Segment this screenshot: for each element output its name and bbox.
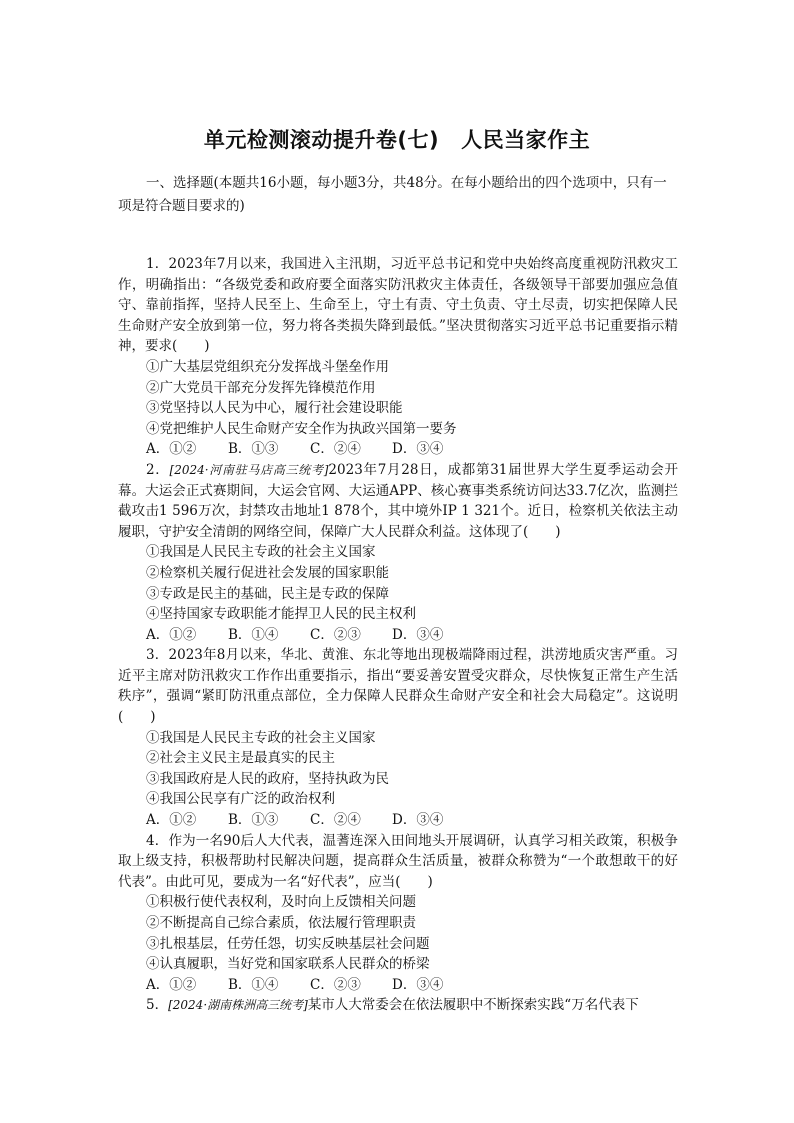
option-2: ②检察机关履行促进社会发展的国家职能 <box>146 564 389 581</box>
choice-a: A．①② <box>146 441 197 458</box>
choice-d: D．③④ <box>392 812 444 829</box>
question-text: 某市人大常委会在依法履职中不断探索实践“万名代表下 <box>307 997 639 1014</box>
option-1: ①我国是人民民主专政的社会主义国家 <box>146 544 376 561</box>
option-2: ②不断提高自己综合素质，依法履行管理职责 <box>146 915 416 931</box>
option-3: ③专政是民主的基础，民主是专政的保障 <box>146 585 389 602</box>
option-2: ②社会主义民主是最真实的民主 <box>146 750 335 767</box>
title-sub: 人民当家作主 <box>461 128 591 152</box>
choice-a: A．①② <box>146 626 197 643</box>
choice-a: A．①② <box>146 976 197 993</box>
choice-d: D．③④ <box>392 626 444 643</box>
option-1: ①积极行使代表权利，及时向上反馈相关问题 <box>146 894 416 911</box>
question-stem: 1．2023年7月以来，我国进入主汛期，习近平总书记和党中央始终高度重视防汛救灾工作，明确指出：“各级党委和政府要全面落实防汛救灾主体责任，各级领导干部要加强应急值守、靠前指挥，坚持人民至上、生命至上，守土有责、守土负责、守土尽责，切实把保障人民生命财产安全放到第一位，努力将各类损失降到最低。”坚决贯彻落实习近平总书记重要指示精神，要求( ) <box>118 256 678 355</box>
option-2: ②广大党员干部充分发挥先锋模范作用 <box>146 379 376 396</box>
question-stem: 2．[2024·河南驻马店高三统考]2023年7月28日，成都第31届世界大学生夏季运动会开幕。大运会正式赛期间，大运会官网、大运通APP、核心赛事类系统访问达33.7亿次，监测拦截攻击1 596万次，封禁攻击地址1 878个，其中境外IP 1 321个。近日，检察机关依法主动履职，守护安全清朗的网络空间，保障广大人民群众利益。这体现了( ) <box>118 461 678 540</box>
answer-choices <box>118 625 678 646</box>
question-5 <box>118 995 678 1016</box>
question-source: [2024·河南驻马店高三统考] <box>169 462 329 477</box>
option-1: ①我国是人民民主专政的社会主义国家 <box>146 729 376 746</box>
choice-d: D．③④ <box>392 976 444 993</box>
choice-b: B．①③ <box>228 812 279 829</box>
option-4: ④坚持国家专政职能才能捍卫人民的民主权利 <box>146 606 416 623</box>
question-source: [2024·湖南株洲高三统考] <box>168 998 308 1013</box>
option-4: ④认真履职，当好党和国家联系人民群众的桥梁 <box>146 956 430 973</box>
title-main: 单元检测滚动提升卷(七) <box>203 128 440 152</box>
choice-b: B．①④ <box>228 976 279 993</box>
option-4: ④我国公民享有广泛的政治权利 <box>146 791 335 808</box>
page-title <box>0 124 794 154</box>
choice-a: A．①② <box>146 812 197 829</box>
option-4: ④党把维护人民生命财产安全作为执政兴国第一要务 <box>146 420 457 437</box>
question-4 <box>118 831 678 996</box>
option-1: ①广大基层党组织充分发挥战斗堡垒作用 <box>146 358 389 375</box>
question-3 <box>118 645 678 830</box>
question-2 <box>118 460 678 645</box>
choice-d: D．③④ <box>392 441 444 458</box>
question-list <box>118 254 678 1016</box>
answer-choices <box>118 975 678 996</box>
choice-c: C．②④ <box>310 812 361 829</box>
question-stem: 3．2023年8月以来，华北、黄淮、东北等地出现极端降雨过程，洪涝地质灾害严重。习近平主席对防汛救灾工作作出重要指示，指出“要妥善安置受灾群众，尽快恢复正常生产生活秩序”，强调“紧盯防汛重点部位，全力保障人民群众生命财产安全和社会大局稳定”。这说明( ) <box>118 647 678 726</box>
choice-c: C．②③ <box>310 626 361 643</box>
section-heading: 一、选择题(本题共16小题，每小题3分，共48分。在每小题给出的四个选项中，只有一项是符合题目要求的) <box>118 175 667 214</box>
option-3: ③党坚持以人民为中心，履行社会建设职能 <box>146 400 403 417</box>
option-3: ③扎根基层，任劳任怨，切实反映基层社会问题 <box>146 935 430 952</box>
choice-b: B．①④ <box>228 626 279 643</box>
question-text: 2023年7月28日，成都第31届世界大学生夏季运动会开幕。大运会正式赛期间，大运会官网、大运通APP、核心赛事类系统访问达33.7亿次，监测拦截攻击1 596万次，封禁攻击地址1 878个，其中境外IP 1 321个。近日，检察机关依法主动履职，守护安全清朗的网络空间，保障广大人民群众利益。这体现了( ) <box>118 461 678 540</box>
choice-b: B．①③ <box>228 441 279 458</box>
answer-choices <box>118 439 678 460</box>
question-stem: 4．作为一名90后人大代表，温蓍连深入田间地头开展调研，认真学习相关政策，积极争取上级支持，积极帮助村民解决问题，提高群众生活质量，被群众称赞为“一个敢想敢干的好代表”。由此可见，要成为一名“好代表”，应当( ) <box>118 832 678 890</box>
choice-c: C．②④ <box>310 441 361 458</box>
answer-choices <box>118 810 678 831</box>
choice-c: C．②③ <box>310 976 361 993</box>
option-3: ③我国政府是人民的政府，坚持执政为民 <box>146 770 389 787</box>
question-stem: 5．[2024·湖南株洲高三统考]某市人大常委会在依法履职中不断探索实践“万名代表下 <box>146 997 639 1014</box>
question-1 <box>118 254 678 460</box>
